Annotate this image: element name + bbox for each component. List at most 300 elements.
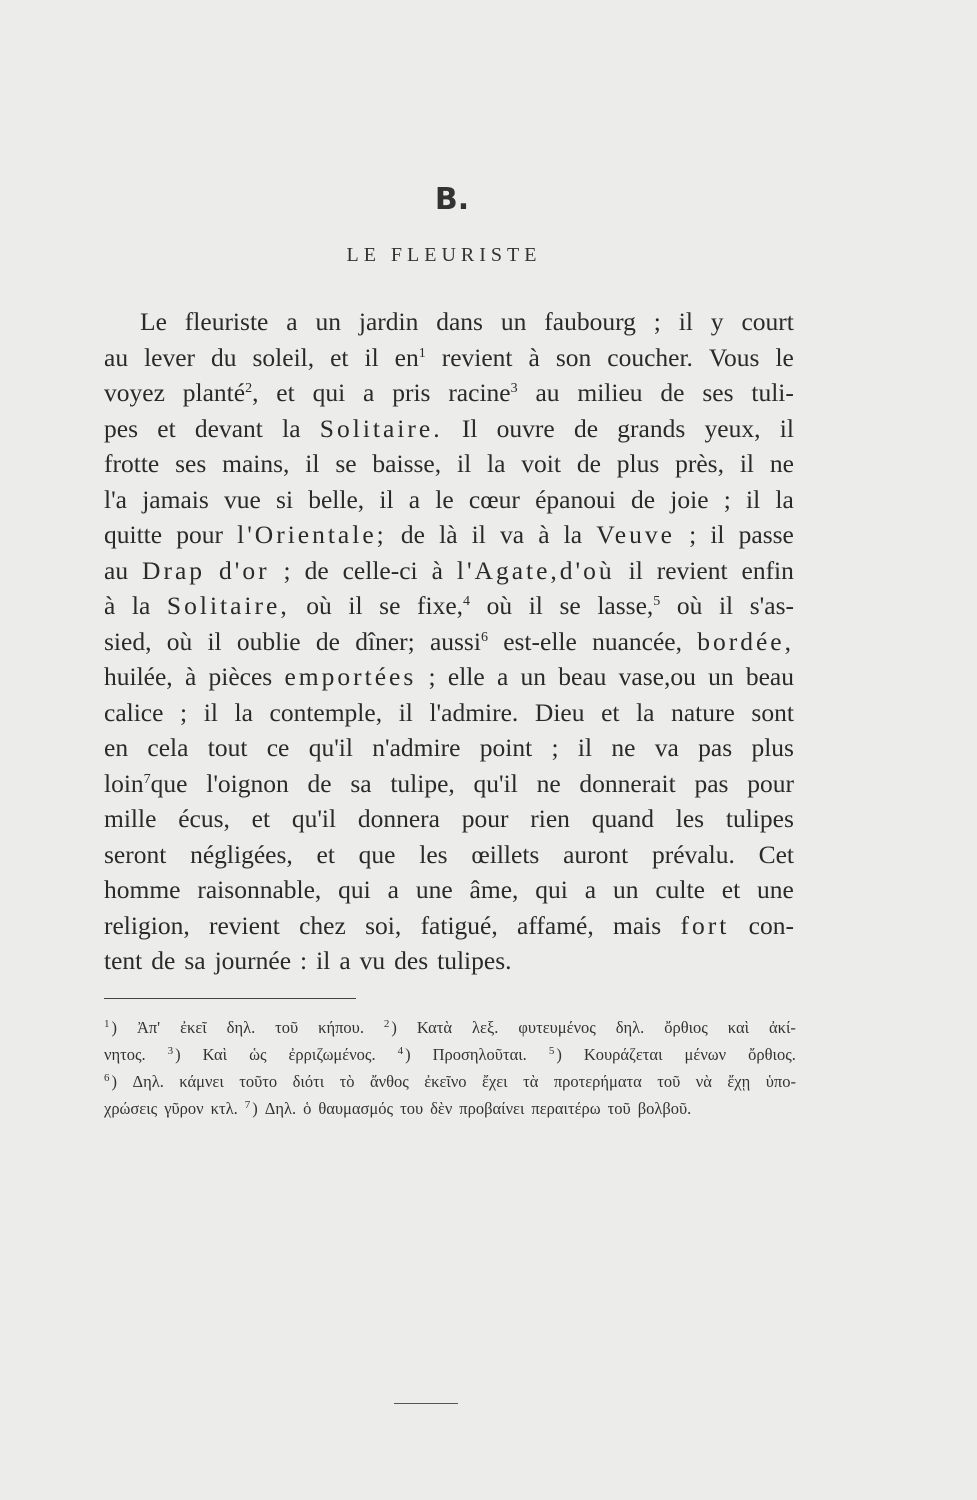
word: a — [408, 484, 421, 514]
word: n'admire — [372, 733, 461, 762]
word: se — [559, 591, 581, 620]
word: jamais — [142, 484, 209, 514]
word: il — [348, 591, 363, 620]
word: Solitaire, — [166, 591, 290, 620]
word: lever — [144, 342, 196, 372]
word: revient — [441, 342, 513, 372]
word: περαιτέρω — [531, 1099, 601, 1118]
word: tent — [104, 946, 143, 975]
word: où — [486, 591, 513, 620]
word: du — [211, 342, 237, 372]
body-line — [104, 375, 794, 411]
word: au — [104, 342, 129, 372]
word: devant — [194, 413, 263, 443]
word: une — [415, 875, 453, 904]
word: λεξ. — [472, 1018, 499, 1037]
word: de — [573, 413, 599, 443]
body-line — [104, 730, 794, 766]
word: γῦρον — [164, 1099, 204, 1118]
word: κήπου. — [318, 1018, 364, 1037]
word: le — [435, 484, 454, 514]
word: βολβοῦ. — [637, 1099, 692, 1118]
word: Προσηλοῦται. — [432, 1045, 527, 1064]
word: ἐκεῖνο — [424, 1072, 467, 1091]
word: ἄνθος — [369, 1072, 409, 1091]
footnote-line — [104, 1041, 796, 1068]
word: la — [282, 413, 301, 443]
word: ἐρριζωμένος. — [288, 1045, 376, 1064]
word: qui — [312, 378, 346, 407]
word: yeux, — [704, 413, 761, 443]
word: œillets — [471, 839, 540, 869]
word: mille — [104, 804, 157, 833]
word: fixe,$^4$ — [417, 591, 471, 620]
word: et — [330, 342, 349, 372]
word: pris — [392, 378, 431, 407]
word: il — [628, 555, 643, 585]
word: les — [675, 804, 705, 833]
footnote-separator — [104, 998, 356, 999]
body-line — [104, 340, 794, 376]
word: mains, — [222, 449, 290, 478]
word: de — [315, 626, 340, 656]
word: Καὶ — [202, 1045, 228, 1064]
word: elle — [447, 662, 485, 691]
word: ; — [551, 733, 559, 762]
word: qu'il — [473, 768, 518, 798]
word: planté$^2$, — [182, 378, 259, 407]
body-line — [104, 446, 794, 482]
word: épanoui — [535, 484, 616, 514]
body-line — [104, 553, 794, 589]
word: ὡς — [249, 1045, 267, 1064]
word: Δηλ. — [132, 1072, 164, 1091]
word: il — [379, 484, 394, 514]
word: cela — [147, 733, 189, 762]
word: Vous — [708, 342, 760, 372]
word: donnera — [357, 804, 440, 833]
word: $^1$ ) — [104, 1018, 117, 1037]
word: ; — [428, 662, 436, 691]
word: calice — [104, 697, 164, 727]
word: tulipe, — [390, 768, 455, 798]
body-line — [104, 411, 794, 447]
body-line — [104, 624, 794, 660]
word: a — [387, 875, 399, 904]
body-line — [104, 801, 794, 837]
word: Δηλ. — [264, 1099, 297, 1118]
word: faubourg — [544, 307, 636, 336]
body-line — [104, 943, 794, 979]
word: il — [456, 449, 472, 478]
word: Solitaire. — [319, 413, 443, 443]
word: plus — [616, 449, 660, 478]
word: quitte — [104, 520, 163, 549]
word: beau — [558, 662, 607, 691]
word: va — [499, 520, 525, 549]
body-line — [104, 872, 794, 908]
word: la — [636, 697, 655, 727]
word: l'Orientale; — [237, 520, 387, 549]
word: il — [316, 946, 331, 975]
word: frotte — [104, 449, 160, 478]
word: âme, — [469, 875, 519, 904]
word: point — [479, 733, 533, 762]
word: l'Agate,d'où — [456, 555, 615, 585]
word: ouvre — [496, 413, 555, 443]
word: religion, — [104, 910, 190, 940]
word: $^5$ ) — [548, 1045, 562, 1064]
word: Κουράζεται — [583, 1045, 663, 1064]
word: τὸ — [339, 1072, 355, 1091]
word: vase,ou — [618, 662, 696, 691]
end-ornament-rule — [394, 1403, 458, 1404]
word: pes — [104, 413, 138, 443]
word: et — [316, 839, 335, 869]
word: $^3$ ) — [167, 1045, 181, 1064]
word: soleil, — [252, 342, 315, 372]
word: χρώσεις — [104, 1099, 158, 1118]
word: nature — [671, 697, 735, 727]
word: beau — [745, 662, 794, 691]
word: grands — [617, 413, 686, 443]
word: il — [364, 342, 379, 372]
word: des — [394, 946, 429, 975]
word: voyez — [104, 378, 165, 407]
word: celle-ci — [342, 555, 418, 585]
word: Κατὰ — [416, 1018, 453, 1037]
word: pour — [747, 768, 794, 798]
word: ne — [769, 449, 794, 478]
word: un — [520, 662, 547, 691]
word: tout — [207, 733, 248, 762]
word: dans — [436, 307, 483, 336]
word: bordée, — [697, 626, 794, 656]
word: un — [500, 307, 527, 336]
section-letter: B. — [434, 182, 470, 217]
footnote-line — [104, 1014, 796, 1041]
word: où — [306, 591, 332, 620]
word: la — [487, 449, 506, 478]
word: écus, — [178, 804, 230, 833]
word: θαυμασμός — [318, 1099, 394, 1118]
word: en — [104, 733, 129, 762]
word: baisse, — [372, 449, 442, 478]
word: au — [535, 378, 560, 407]
word: του — [400, 1099, 424, 1118]
word: qui — [338, 875, 371, 904]
word: sa — [184, 946, 206, 975]
word: rien — [530, 804, 570, 833]
word: ne — [536, 768, 561, 798]
word: ἀκί- — [769, 1018, 796, 1037]
word: donnerait — [579, 768, 676, 798]
word: il — [398, 697, 413, 727]
word: pas — [694, 768, 729, 798]
word: ; — [689, 520, 697, 549]
word: qu'il — [291, 804, 337, 833]
word: et — [157, 413, 176, 443]
word: de — [307, 768, 332, 798]
word: nuancée, — [592, 626, 682, 656]
word: ; — [283, 555, 291, 585]
word: Dieu — [534, 697, 585, 727]
word: pas — [698, 733, 733, 762]
word: τοῦ — [657, 1072, 681, 1091]
word: aussi$^6$ — [429, 626, 488, 656]
word: προβαίνει — [459, 1099, 525, 1118]
word: voit — [521, 449, 561, 478]
word: προτερήματα — [553, 1072, 642, 1091]
word: pour — [176, 520, 223, 549]
word: coucher. — [607, 342, 693, 372]
word: δηλ. — [226, 1018, 256, 1037]
word: seront — [104, 839, 167, 869]
word: a — [584, 875, 597, 904]
word: il — [718, 591, 734, 620]
word: tuli- — [751, 378, 794, 407]
footnotes — [104, 1014, 796, 1122]
word: la — [234, 697, 253, 727]
word: se — [379, 591, 401, 620]
word: auront — [563, 839, 629, 869]
word: τὰ — [523, 1072, 539, 1091]
footnote-line — [104, 1095, 796, 1122]
word: $en^1$ — [394, 342, 426, 372]
word: un — [708, 662, 734, 691]
word: καὶ — [727, 1018, 750, 1037]
body-paragraph — [104, 304, 794, 979]
word: là — [439, 520, 458, 549]
word: emportées — [284, 662, 417, 691]
word: homme — [104, 875, 181, 904]
word: il — [678, 307, 693, 336]
word: ἔχῃ — [727, 1072, 751, 1091]
word: ὄρθιος — [664, 1018, 708, 1037]
word: tulipes — [725, 804, 794, 833]
word: près, — [675, 449, 724, 478]
word: Le — [140, 307, 167, 336]
word: une — [757, 875, 794, 904]
word: a — [496, 662, 509, 691]
word: la — [775, 484, 794, 514]
word: loin$^7$que — [104, 768, 188, 798]
word: a — [286, 307, 298, 336]
word: plus — [751, 733, 794, 762]
word: et — [721, 875, 741, 904]
word: l'a — [104, 484, 127, 514]
word: ; — [180, 697, 188, 727]
word: racine$^3$ — [448, 378, 518, 407]
word: a — [339, 946, 351, 975]
word: il — [710, 520, 725, 549]
word: ὁ — [303, 1099, 312, 1118]
word: ὑπο- — [765, 1072, 796, 1091]
body-line — [104, 588, 794, 624]
word: prévalu. — [651, 839, 735, 869]
word: tulipes. — [437, 946, 512, 975]
word: belle, — [308, 484, 365, 514]
word: vu — [359, 946, 386, 975]
word: con- — [748, 910, 794, 940]
word: court — [741, 307, 794, 336]
word: φυτευμένος — [518, 1018, 596, 1037]
word: oublie — [236, 626, 301, 656]
word: à — [104, 591, 116, 620]
body-line — [104, 659, 794, 695]
word: $^2$ ) — [383, 1018, 397, 1037]
word: ses — [702, 378, 734, 407]
word: il — [203, 697, 218, 727]
word: τοῦ — [275, 1018, 299, 1037]
word: à — [431, 555, 443, 585]
word: ; — [653, 307, 661, 336]
word: τοῦτο — [239, 1072, 278, 1091]
word: κάμνει — [179, 1072, 224, 1091]
word: son — [555, 342, 592, 372]
word: joie — [670, 484, 709, 514]
word: que — [358, 839, 396, 869]
body-line — [104, 304, 794, 340]
word: huilée, — [104, 662, 173, 691]
word: et — [251, 804, 271, 833]
word: de — [400, 520, 425, 549]
word: les — [419, 839, 448, 869]
word: à — [538, 520, 550, 549]
word: et — [276, 378, 295, 407]
word: revient — [209, 910, 280, 940]
word: fleuriste — [184, 307, 269, 336]
word: il — [779, 413, 794, 443]
word: il — [746, 484, 761, 514]
word: il — [305, 449, 320, 478]
word: qui — [535, 875, 568, 904]
word: affamé, — [517, 910, 594, 940]
word: dîner; — [355, 626, 415, 656]
word: y — [710, 307, 724, 336]
body-line — [104, 517, 794, 553]
word: il — [577, 733, 593, 762]
word: $^6$ ) — [104, 1072, 117, 1091]
word: culte — [655, 875, 705, 904]
word: cœur — [468, 484, 520, 514]
word: a — [363, 378, 375, 407]
body-line — [104, 766, 794, 802]
chapter-title: LE FLEURISTE — [346, 244, 542, 266]
word: la — [563, 520, 583, 549]
word: qu'il — [308, 733, 353, 762]
word: raisonnable, — [197, 875, 322, 904]
word: μένων — [684, 1045, 727, 1064]
word: pièces — [208, 662, 273, 691]
word: pour — [461, 804, 509, 833]
word: si — [276, 484, 294, 514]
word: il — [739, 449, 755, 478]
footnote-line — [104, 1068, 796, 1095]
word: fort — [680, 910, 730, 940]
word: δηλ. — [615, 1018, 645, 1037]
word: l'admire. — [429, 697, 519, 727]
word: soi, — [365, 910, 402, 940]
word: il — [207, 626, 222, 656]
word: à — [528, 342, 540, 372]
word: revient — [656, 555, 728, 585]
body-line — [104, 482, 794, 518]
word: se — [335, 449, 357, 478]
word: $^4$ ) — [397, 1045, 411, 1064]
word: la — [131, 591, 151, 620]
word: ; — [723, 484, 731, 514]
word: passe — [738, 520, 794, 549]
word: Cet — [758, 839, 794, 869]
word: enfin — [741, 555, 794, 585]
word: Il — [461, 413, 478, 443]
word: de — [631, 484, 656, 514]
body-line — [104, 908, 794, 944]
word: contemple, — [269, 697, 383, 727]
word: s'as- — [749, 591, 794, 620]
word: κτλ. — [210, 1099, 238, 1118]
word: où — [166, 626, 193, 656]
word: ἐκεῖ — [180, 1018, 207, 1037]
word: négligées, — [190, 839, 293, 869]
word: de — [304, 555, 329, 585]
word: un — [315, 307, 341, 336]
word: διότι — [292, 1072, 325, 1091]
word: où — [676, 591, 703, 620]
word: sont — [751, 697, 794, 727]
word: $^7$ ) — [244, 1099, 258, 1118]
word: de — [151, 946, 176, 975]
word: lasse,$^5$ — [597, 591, 661, 620]
word: Ἀπ' — [136, 1018, 161, 1037]
word: va — [654, 733, 679, 762]
word: : — [300, 946, 308, 975]
word: chez — [299, 910, 346, 940]
word: il — [471, 520, 486, 549]
word: de — [660, 378, 685, 407]
word: τοῦ — [607, 1099, 631, 1118]
word: fatigué, — [420, 910, 498, 940]
word: journée — [214, 946, 292, 975]
word: vue — [223, 484, 261, 514]
word: il — [528, 591, 543, 620]
word: sa — [350, 768, 372, 798]
word: d'or — [218, 555, 270, 585]
word: de — [576, 449, 601, 478]
word: νητος. — [104, 1045, 146, 1064]
word: le — [775, 342, 794, 372]
word: mais — [613, 910, 662, 940]
word: δὲν — [430, 1099, 453, 1118]
word: sied, — [104, 626, 152, 656]
body-line — [104, 695, 794, 731]
word: quand — [591, 804, 655, 833]
word: est-elle — [503, 626, 577, 656]
word: et — [601, 697, 620, 727]
word: ἔχει — [482, 1072, 508, 1091]
word: Veuve — [596, 520, 675, 549]
word: un — [612, 875, 639, 904]
word: νὰ — [695, 1072, 712, 1091]
word: au — [104, 555, 129, 585]
word: l'oignon — [206, 768, 289, 798]
word: ὄρθιος. — [748, 1045, 796, 1064]
word: ses — [175, 449, 207, 478]
body-line — [104, 837, 794, 873]
word: ne — [611, 733, 636, 762]
word: ce — [266, 733, 290, 762]
